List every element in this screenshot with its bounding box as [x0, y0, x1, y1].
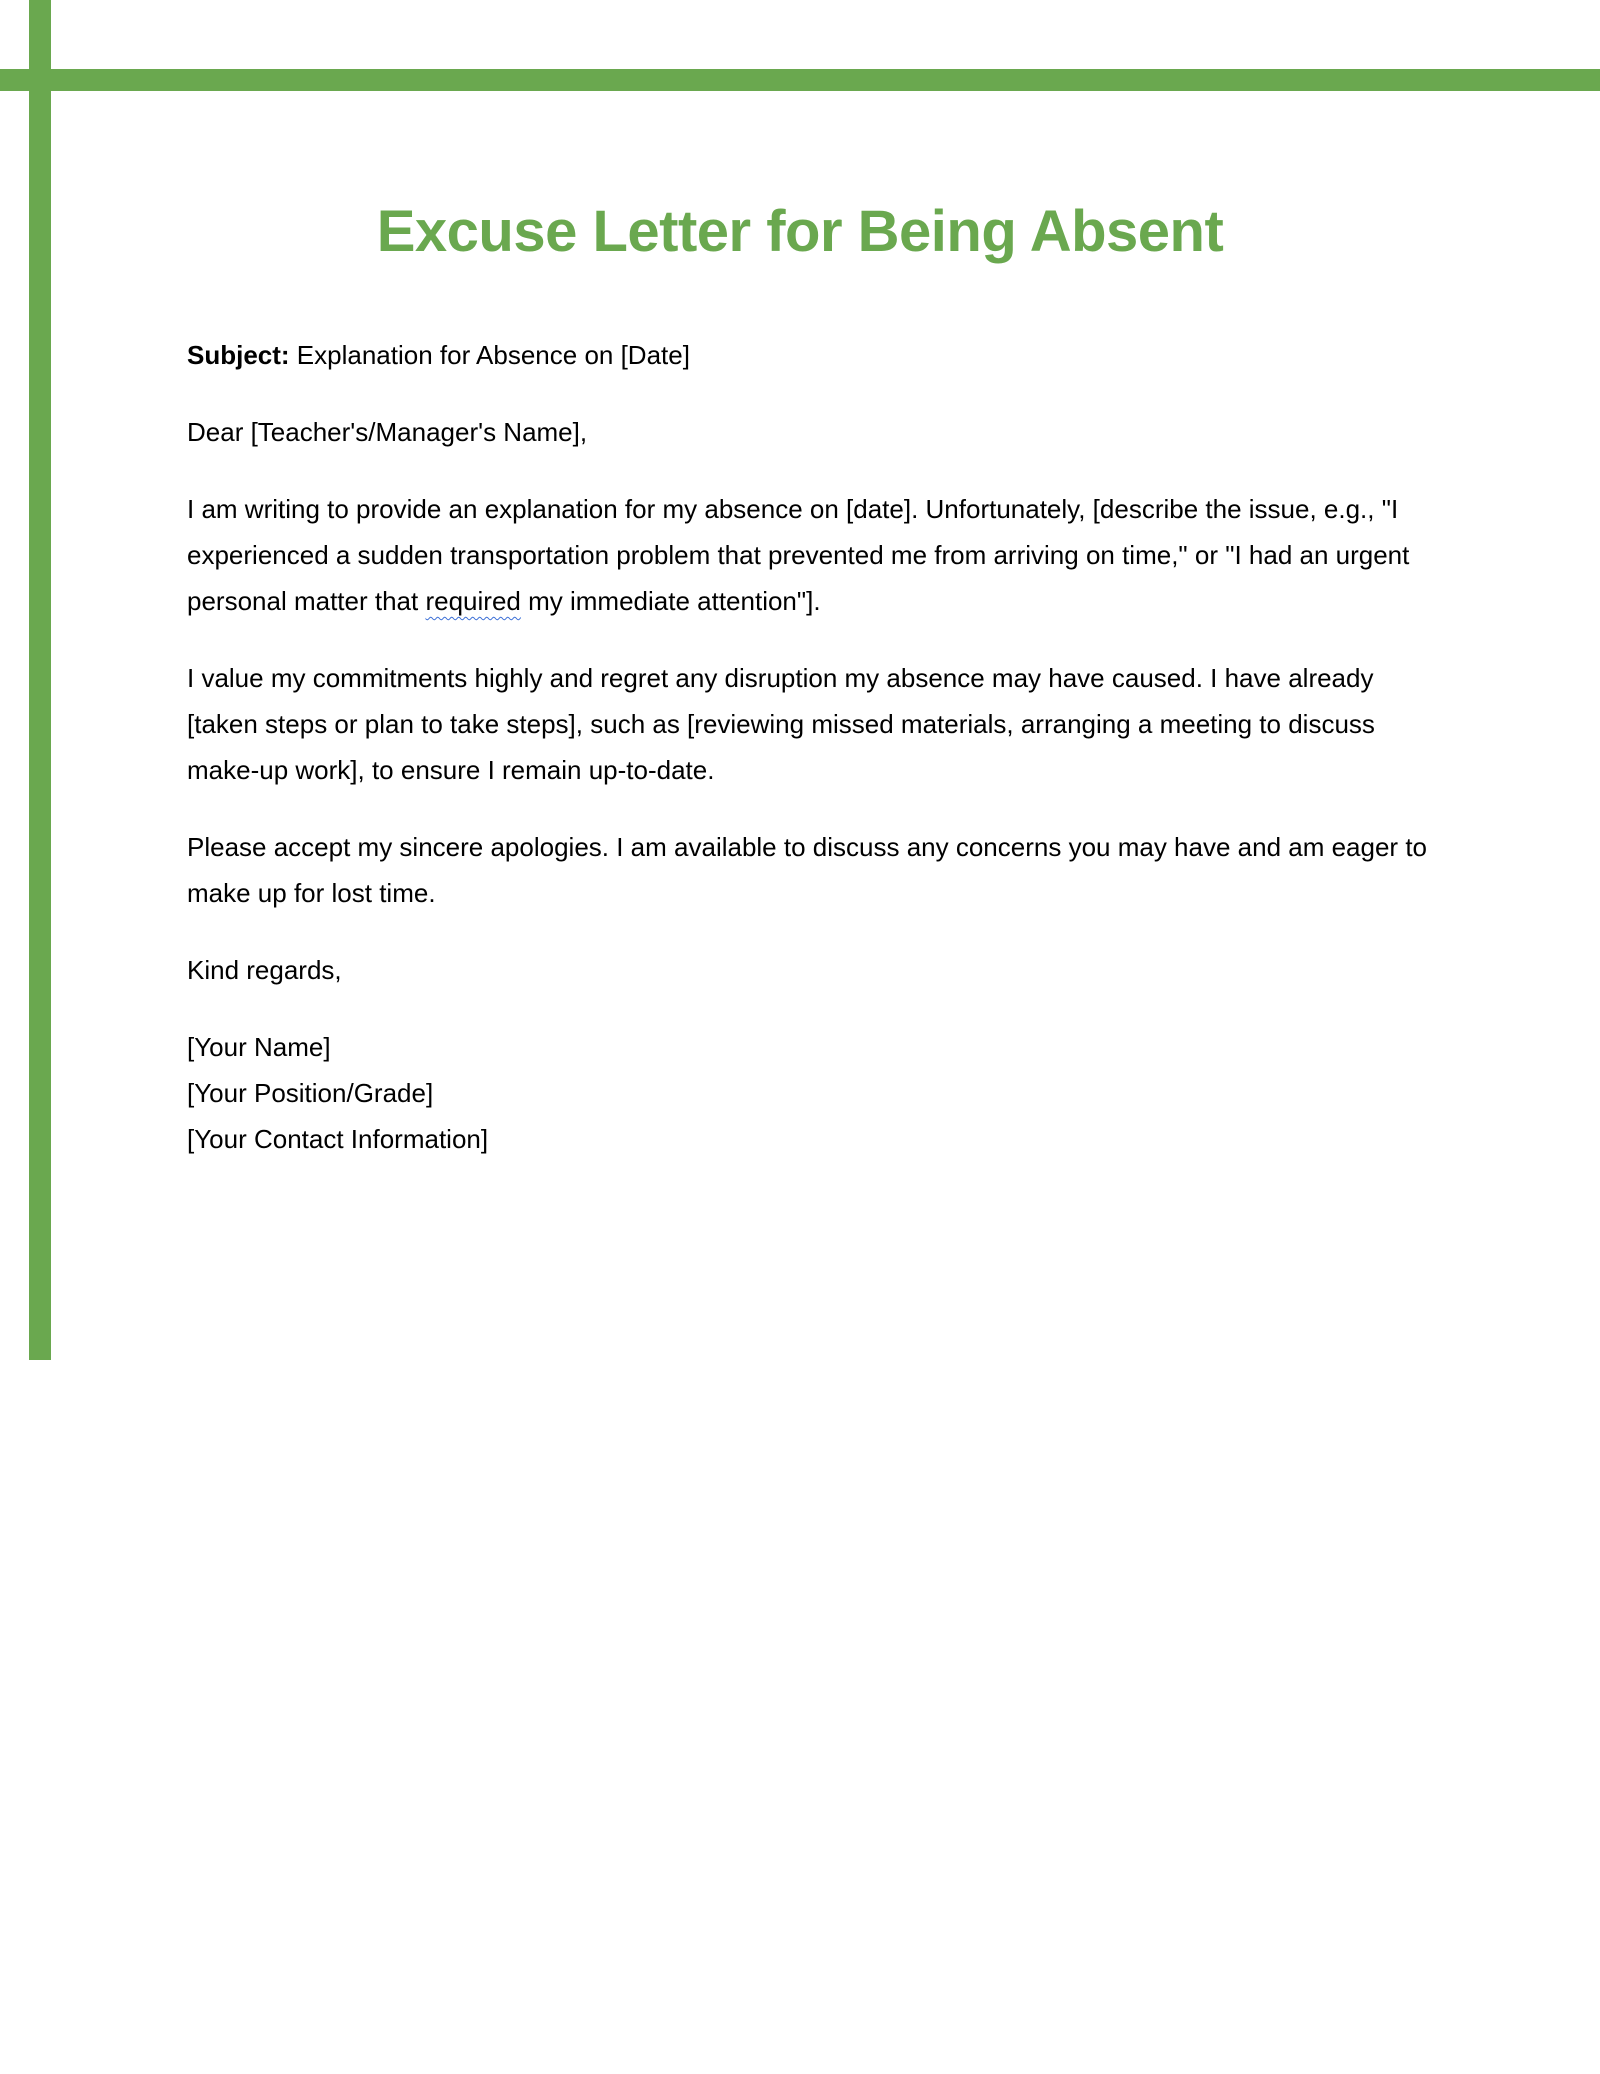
signature-contact: [Your Contact Information] — [187, 1124, 489, 1154]
subject-label: Subject: — [187, 340, 290, 370]
salutation: Dear [Teacher's/Manager's Name], — [187, 417, 588, 447]
subject-line — [187, 332, 1427, 378]
paragraph-explanation-end: my immediate attention"]. — [520, 586, 821, 616]
paragraph-explanation-text: I am writing to provide an explanation for my absence on [date]. Unfortunately, [describe the issue, e.g., "I experienced a sudden transportation problem that prevented me from arriving on time," or "I had an urgent personal matter that — [187, 494, 1410, 616]
top-accent-bar — [0, 69, 1600, 91]
closing: Kind regards, — [187, 955, 342, 985]
signature-name: [Your Name] — [187, 1032, 331, 1062]
spellcheck-flagged-word[interactable]: required — [425, 586, 521, 616]
letter-body — [187, 332, 1427, 1193]
paragraph-commitment: I value my commitments highly and regret any disruption my absence may have caused. I have already [taken steps or plan to take steps], such as [reviewing missed materials, arranging a meeting to discuss make-up work], to ensure I remain up-to-date. — [187, 663, 1375, 785]
paragraph-apology: Please accept my sincere apologies. I am available to discuss any concerns you may have and am eager to make up for lost time. — [187, 832, 1428, 908]
document-title: Excuse Letter for Being Absent — [376, 199, 1224, 264]
paragraph-explanation — [187, 486, 1427, 624]
signature-block — [187, 1024, 1427, 1162]
signature-position: [Your Position/Grade] — [187, 1078, 434, 1108]
subject-text: Explanation for Absence on [Date] — [289, 340, 690, 370]
